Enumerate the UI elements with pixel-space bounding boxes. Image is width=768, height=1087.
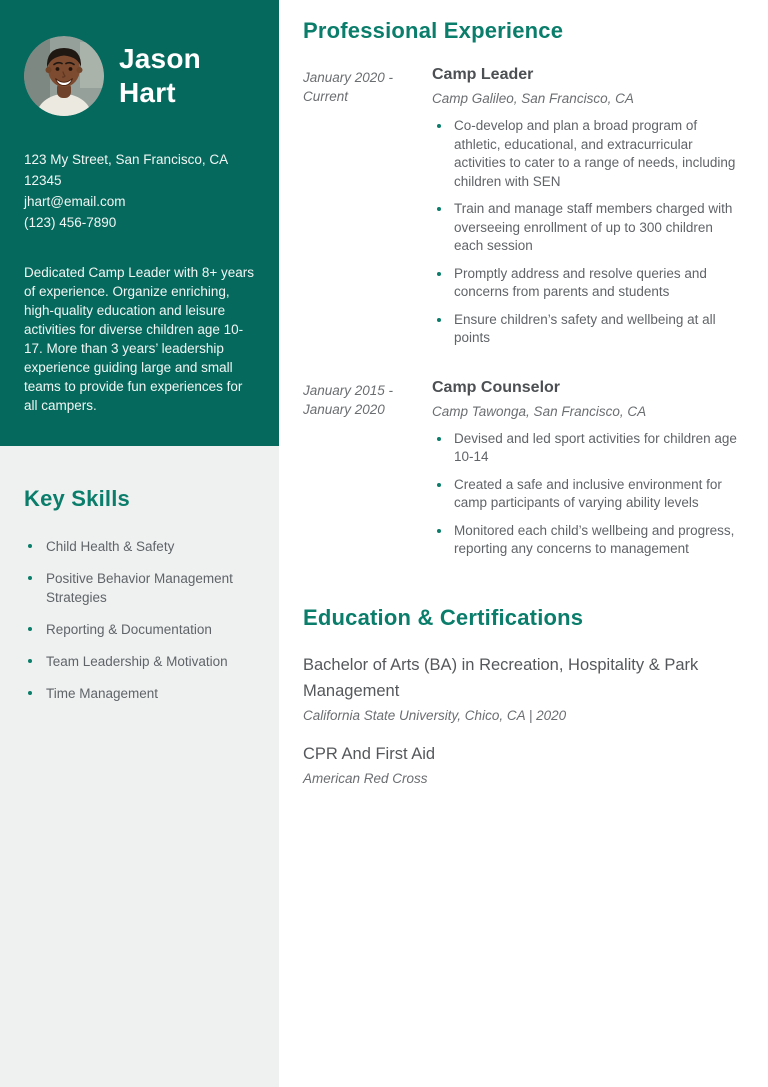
job-bullet-list [432, 117, 740, 348]
skill-item [24, 652, 255, 671]
experience-section [303, 18, 740, 568]
bullet-dot-icon [437, 207, 441, 211]
profile-header [24, 36, 255, 116]
bullet-dot-icon [437, 318, 441, 322]
profile-panel [0, 0, 279, 446]
contact-address: 123 My Street, San Francisco, CA 12345 [24, 152, 228, 188]
bullet-dot-icon [437, 437, 441, 441]
education-entry [303, 741, 740, 786]
job-bullet-text: Created a safe and inclusive environment for camp participants of varying ability levels [454, 476, 722, 510]
last-name: Hart [119, 77, 176, 108]
education-entry [303, 652, 740, 723]
skill-label: Time Management [46, 686, 159, 701]
bullet-dot-icon [28, 691, 32, 695]
job-bullet-list [432, 430, 740, 559]
profile-photo [24, 36, 104, 116]
skill-label: Positive Behavior Management Strategies [46, 571, 233, 605]
education-subtitle: California State University, Chico, CA | 2020 [303, 707, 567, 723]
job-bullet [432, 200, 740, 256]
skill-item [24, 569, 255, 607]
job-company: Camp Tawonga, San Francisco, CA [432, 403, 647, 419]
skill-label: Team Leadership & Motivation [46, 654, 228, 669]
profile-summary: Dedicated Camp Leader with 8+ years of experience. Organize enriching, high-quality education and leisure activities for diverse children age 10-17. More than 3 years’ leadership experience guiding large and small teams to provide fun experiences for all campers. [24, 265, 255, 413]
candidate-name [119, 42, 201, 110]
key-skills-heading: Key Skills [24, 486, 130, 511]
job-bullet-text: Devised and led sport activities for children age 10-14 [454, 430, 737, 464]
job-bullet [432, 430, 740, 467]
job-dates: January 2020 - Current [303, 70, 394, 104]
bullet-dot-icon [28, 576, 32, 580]
experience-heading: Professional Experience [303, 18, 564, 43]
job-bullet-text: Promptly address and resolve queries and concerns from parents and students [454, 265, 707, 299]
contact-block [24, 149, 255, 233]
bullet-dot-icon [437, 272, 441, 276]
education-subtitle: American Red Cross [303, 770, 428, 786]
bullet-dot-icon [28, 544, 32, 548]
bullet-dot-icon [28, 659, 32, 663]
job-bullet-text: Train and manage staff members charged with overseeing enrollment of up to 300 children each session [454, 201, 733, 253]
job-bullet-text: Monitored each child’s wellbeing and progress, reporting any concerns to management [454, 522, 735, 556]
job-details [432, 379, 740, 568]
main-content [279, 0, 768, 1087]
person-portrait-icon [24, 36, 104, 116]
key-skills-list [24, 537, 255, 703]
sidebar [0, 0, 279, 1087]
job-company: Camp Galileo, San Francisco, CA [432, 91, 634, 106]
education-title: CPR And First Aid [303, 744, 436, 763]
job-dates: January 2015 - January 2020 [303, 382, 394, 417]
job-bullet [432, 476, 740, 513]
education-section [303, 605, 740, 786]
bullet-dot-icon [437, 124, 441, 128]
skill-item [24, 620, 255, 639]
bullet-dot-icon [437, 529, 441, 533]
contact-phone: (123) 456-7890 [24, 215, 117, 230]
skill-item [24, 537, 255, 556]
job-bullet-text: Co-develop and plan a broad program of athletic, educational, and extracurricular activities to cater to a range of needs, including children with SEN [454, 118, 736, 189]
job-bullet [432, 311, 740, 348]
bullet-dot-icon [28, 627, 32, 631]
job-bullet [432, 265, 740, 302]
contact-email: jhart@email.com [24, 194, 126, 209]
job-bullet-text: Ensure children’s safety and wellbeing at all points [454, 311, 716, 345]
job-entry [303, 379, 740, 568]
education-title: Bachelor of Arts (BA) in Recreation, Hospitality & Park Management [303, 655, 699, 700]
key-skills-section [0, 446, 279, 703]
job-bullet [432, 117, 740, 191]
job-entry [303, 66, 740, 357]
skill-item [24, 684, 255, 703]
education-heading: Education & Certifications [303, 604, 584, 630]
skill-label: Reporting & Documentation [46, 622, 212, 637]
job-bullet [432, 522, 740, 559]
job-title: Camp Counselor [432, 378, 561, 396]
first-name: Jason [119, 43, 201, 74]
bullet-dot-icon [437, 483, 441, 487]
skill-label: Child Health & Safety [46, 539, 175, 554]
job-title: Camp Leader [432, 66, 534, 83]
job-details [432, 66, 740, 357]
